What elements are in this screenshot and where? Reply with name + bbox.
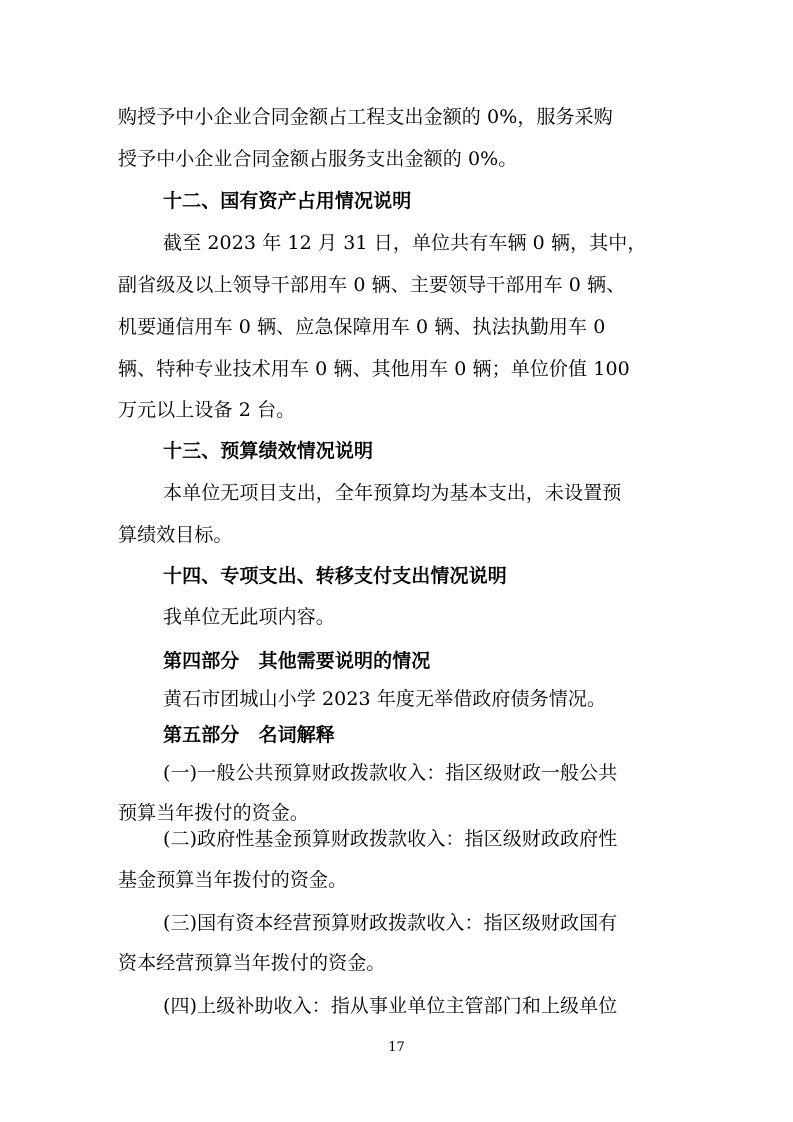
text-line: 资本经营预算当年拨付的资金。 (118, 952, 386, 974)
text-line: (四)上级补助收入：指从事业单位主管部门和上级单位 (163, 995, 618, 1017)
text-line: 购授予中小企业合同金额占工程支出金额的 0%，服务采购 (118, 106, 613, 128)
text-line: 我单位无此项内容。 (163, 606, 335, 628)
part-heading: 第五部分 名词解释 (163, 724, 335, 746)
text-line: 副省级及以上领导干部用车 0 辆、主要领导干部用车 0 辆、 (118, 274, 626, 296)
text-line: 预算当年拨付的资金。 (118, 802, 310, 824)
section-heading: 十三、预算绩效情况说明 (163, 440, 374, 462)
text-line: (二)政府性基金预算财政拨款收入：指区级财政政府性 (163, 828, 618, 850)
page-number: 17 (388, 1040, 405, 1055)
text-line: (一)一般公共预算财政拨款收入：指区级财政一般公共 (163, 762, 618, 784)
part-heading: 第四部分 其他需要说明的情况 (163, 650, 431, 672)
section-heading: 十二、国有资产占用情况说明 (163, 190, 412, 212)
text-line: 机要通信用车 0 辆、应急保障用车 0 辆、执法执勤用车 0 (118, 316, 606, 338)
text-line: 辆、特种专业技术用车 0 辆、其他用车 0 辆；单位价值 100 (118, 358, 630, 380)
text-line: (三)国有资本经营预算财政拨款收入：指区级财政国有 (163, 912, 618, 934)
text-line: 本单位无项目支出，全年预算均为基本支出，未设置预 (163, 482, 622, 504)
text-line: 算绩效目标。 (118, 524, 233, 546)
section-heading: 十四、专项支出、转移支付支出情况说明 (163, 565, 507, 587)
text-line: 基金预算当年拨付的资金。 (118, 869, 348, 891)
text-line: 授予中小企业合同金额占服务支出金额的 0%。 (118, 148, 518, 170)
text-line: 截至 2023 年 12 月 31 日，单位共有车辆 0 辆，其中， (163, 232, 647, 254)
text-line: 万元以上设备 2 台。 (118, 399, 296, 421)
text-line: 黄石市团城山小学 2023 年度无举借政府债务情况。 (163, 688, 607, 710)
